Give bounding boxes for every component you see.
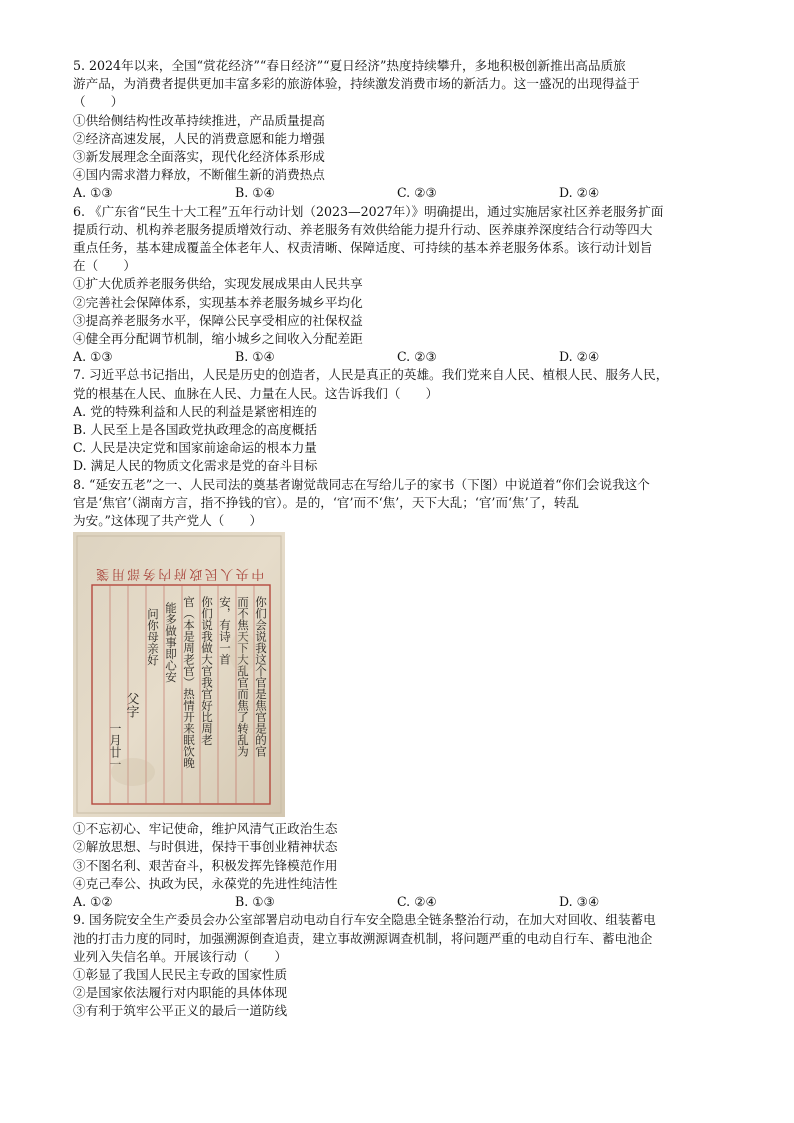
paper-stain (111, 758, 155, 786)
question-5-options (73, 184, 733, 202)
question-5-option-a[interactable]: A. ①③ (73, 185, 113, 201)
letter-column-5: 官（本是周老官）热情开来眠饮晚 (182, 596, 196, 769)
question-8-option-b[interactable]: B. ①③ (235, 894, 275, 910)
question-6-statement-2: ②完善社会保障体系，实现基本养老服务城乡平均化 (73, 294, 363, 310)
letter-column-3: 安，有诗一首 (218, 596, 232, 666)
question-5-statement-1: ①供给侧结构性改革持续推进，产品质量提高 (73, 112, 325, 128)
question-7-stem-line-1: 7. 习近平总书记指出，人民是历史的创造者，人民是真正的英雄。我们党来自人民、植根人民、服务人民， (73, 367, 669, 383)
question-5-stem-line-1: 5. 2024年以来，全国“赏花经济”“春日经济”“夏日经济”热度持续攀升，多地积极创新推出高品质旅 (73, 58, 626, 73)
question-8-option-d[interactable]: D. ③④ (559, 894, 600, 910)
question-6-option-c[interactable]: C. ②③ (397, 349, 437, 365)
question-6-stem-line-4: 在（ ） (73, 258, 136, 274)
question-9-stem-line-1: 9. 国务院安全生产委员会办公室部署启动电动自行车安全隐患全链条整治行动，在加大对回收、组装蓄电 (73, 912, 656, 928)
question-9-statement-3: ③有利于筑牢公平正义的最后一道防线 (73, 1003, 288, 1019)
question-8-statement-1: ①不忘初心、牢记使命，维护风清气正政治生态 (73, 821, 338, 837)
letter-column-2: 而不焦天下大乱官而焦了转乱为 (236, 596, 250, 758)
question-6-option-d[interactable]: D. ②④ (559, 349, 600, 365)
question-9-stem-line-3: 业列入失信名单。开展该行动（ ） (73, 948, 288, 964)
letter-date: 一月廿一 (108, 722, 122, 771)
question-9-stem-line-2: 池的打击力度的同时，加强溯源倒查追责，建立事故溯源调查机制，将问题严重的电动自行车、蓄电池企 (73, 930, 653, 946)
question-7-option-a[interactable]: A. 党的特殊利益和人民的利益是紧密相连的 (73, 403, 317, 419)
paper-stain (229, 632, 257, 672)
question-8-stem-line-1: 8. “延安五老”之一、人民司法的奠基者谢觉哉同志在写给儿子的家书（下图）中说道着“你们会说我这个 (73, 476, 650, 492)
question-5-statement-3: ③新发展理念全面落实，现代化经济体系形成 (73, 149, 325, 165)
question-7-option-d[interactable]: D. 满足人民的物质文化需求是党的奋斗目标 (73, 458, 318, 474)
question-8-statement-2: ②解放思想、与时俱进，保持干事创业精神状态 (73, 839, 338, 855)
question-5-stem-line-2: 游产品，为消费者提供更加丰富多彩的旅游体验，持续激发消费市场的新活力。这一盛况的出现得益于 (73, 76, 640, 92)
question-6-statement-4: ④健全再分配调节机制，缩小城乡之间收入分配差距 (73, 331, 363, 347)
question-7-option-c[interactable]: C. 人民是决定党和国家前途命运的根本力量 (73, 440, 317, 456)
question-6-statement-3: ③提高养老服务水平，保障公民享受相应的社保权益 (73, 312, 363, 328)
question-5-option-c[interactable]: C. ②③ (397, 185, 437, 201)
question-5-stem-line-3: （ ） (73, 94, 124, 110)
question-7-stem-line-2: 党的根基在人民、血脉在人民、力量在人民。这告诉我们（ ） (73, 385, 439, 401)
question-5-statement-4: ④国内需求潜力释放，不断催生新的消费热点 (73, 167, 325, 183)
question-8-option-a[interactable]: A. ①② (73, 894, 113, 910)
question-8-statement-4: ④克己奉公、执政为民，永葆党的先进性纯洁性 (73, 875, 338, 891)
question-6-stem-line-1: 6. 《广东省“民生十大工程”五年行动计划（2023—2027年）》明确提出，通过实施居家社区养老服务扩面 (73, 203, 664, 219)
letter-column-6: 能多做事即心安 (164, 602, 178, 683)
question-5-option-d[interactable]: D. ②④ (559, 185, 600, 201)
question-6-stem-line-3: 重点任务，基本建成覆盖全体老年人、权责清晰、保障适度、可持续的基本养老服务体系。该行动计划旨 (73, 240, 653, 256)
letterhead-text: 中央人民政府内务部用箋 (93, 566, 265, 582)
letter-signature: 父字 (123, 692, 139, 719)
question-6-option-b[interactable]: B. ①④ (235, 349, 275, 365)
question-6-option-a[interactable]: A. ①③ (73, 349, 113, 365)
question-9 (73, 911, 733, 1020)
question-7-option-b[interactable]: B. 人民至上是各国政党执政理念的高度概括 (73, 422, 317, 438)
letter-column-1: 你们会说我这个官是焦官是的官 (254, 596, 268, 758)
question-8-options (73, 893, 733, 911)
question-6-options (73, 348, 733, 366)
family-letter-svg (73, 532, 285, 817)
letter-column-7: 问你母亲好 (146, 608, 160, 666)
question-8-statement-3: ③不图名利、艰苦奋斗，积极发挥先锋模范作用 (73, 857, 338, 873)
question-9-statement-2: ②是国家依法履行对内职能的具体体现 (73, 985, 288, 1001)
question-5-option-b[interactable]: B. ①④ (235, 185, 275, 201)
question-9-statement-1: ①彰显了我国人民民主专政的国家性质 (73, 966, 288, 982)
question-5-statement-2: ②经济高速发展，人民的消费意愿和能力增强 (73, 130, 325, 146)
question-7 (73, 366, 733, 475)
question-6-stem-line-2: 提质行动、机构养老服务提质增效行动、养老服务有效供给能力提升行动、医养康养深度结合行动等四大 (73, 221, 653, 237)
exam-content (73, 57, 733, 1021)
question-6 (73, 203, 733, 367)
question-5 (73, 57, 733, 203)
question-6-statement-1: ①扩大优质养老服务供给，实现发展成果由人民共享 (73, 276, 363, 292)
family-letter-image (73, 532, 285, 817)
question-8-option-c[interactable]: C. ②④ (397, 894, 437, 910)
question-8 (73, 476, 733, 912)
letter-column-4: 你们说我做大官我官好比周老 (200, 596, 214, 746)
question-8-stem-line-2: 官是‘焦官’（湖南方言，指不挣钱的官）。是的，‘官’而不‘焦’，天下大乱；‘官’而‘焦’了，转乱 (73, 494, 579, 510)
question-8-stem-line-3: 为安。”这体现了共产党人（ ） (73, 513, 263, 529)
